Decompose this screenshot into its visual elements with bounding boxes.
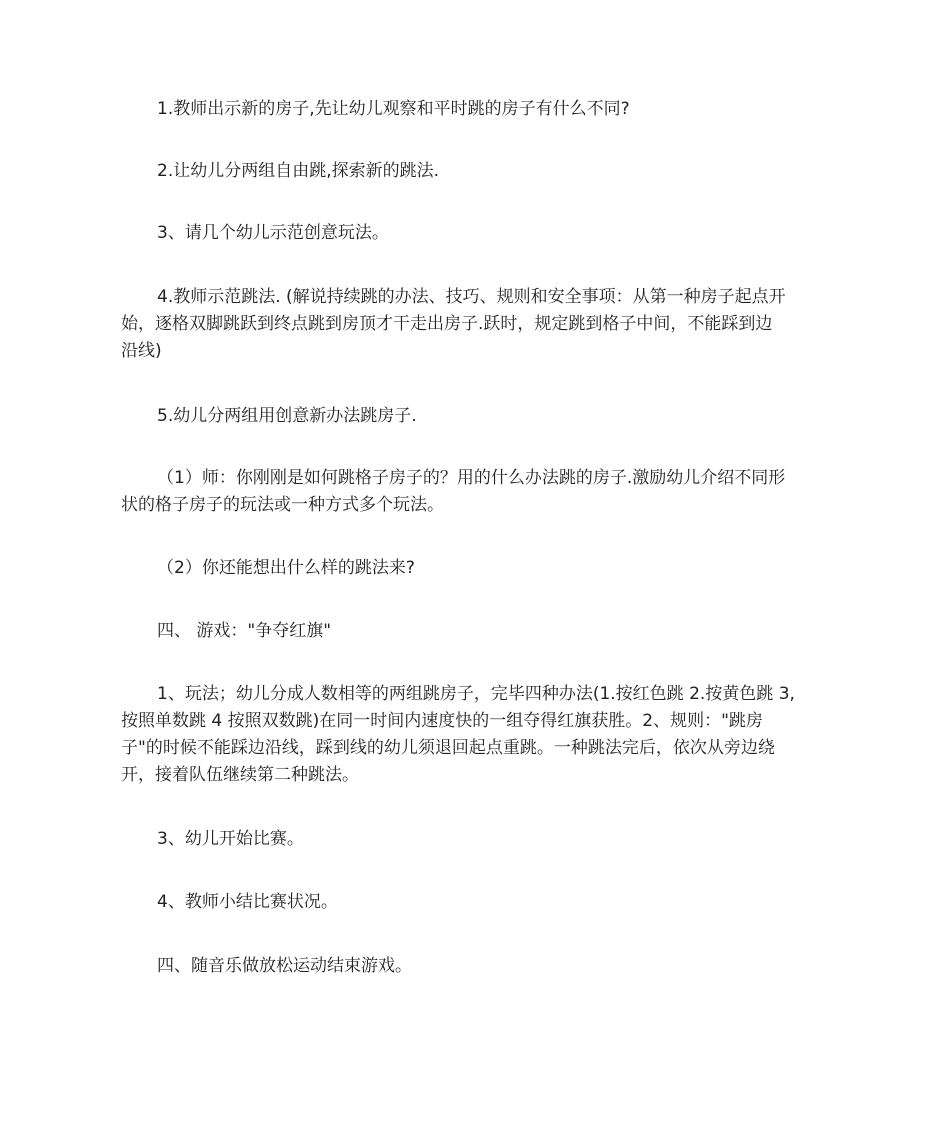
paragraph-line: 开，接着队伍继续第二种跳法。 xyxy=(121,765,359,785)
paragraph-substep-1 xyxy=(121,465,833,519)
paragraph-line: （2）你还能想出什么样的跳法来? xyxy=(157,558,415,578)
paragraph-line: 按照单数跳 4 按照双数跳)在同一时间内速度快的一组夺得红旗获胜。2、规则："跳房 xyxy=(121,711,763,731)
paragraph-summary xyxy=(121,889,833,916)
paragraph-line: 四、 游戏："争夺红旗" xyxy=(157,621,332,641)
paragraph-line: 3、请几个幼儿示范创意玩法。 xyxy=(157,223,389,243)
section-heading-game xyxy=(121,618,833,645)
paragraph-ending xyxy=(121,953,833,980)
paragraph-line: 状的格子房子的玩法或一种方式多个玩法。 xyxy=(121,495,444,515)
paragraph-game-rules xyxy=(121,681,833,789)
paragraph-line: 四、随音乐做放松运动结束游戏。 xyxy=(157,956,412,976)
paragraph-line: 2.让幼儿分两组自由跳,探索新的跳法. xyxy=(157,161,440,181)
paragraph-substep-2 xyxy=(121,555,833,582)
paragraph-step-4 xyxy=(121,284,833,365)
paragraph-line: 1.教师出示新的房子,先让幼儿观察和平时跳的房子有什么不同? xyxy=(157,99,630,119)
paragraph-step-1 xyxy=(121,96,833,123)
paragraph-game-start xyxy=(121,826,833,853)
paragraph-line: 5.幼儿分两组用创意新办法跳房子. xyxy=(157,406,417,426)
paragraph-line: 4、教师小结比赛状况。 xyxy=(157,892,338,912)
paragraph-line: 3、幼儿开始比赛。 xyxy=(157,829,304,849)
paragraph-step-2 xyxy=(121,158,833,185)
paragraph-line: 4.教师示范跳法. (解说持续跳的办法、技巧、规则和安全事项：从第一种房子起点开 xyxy=(157,287,786,307)
paragraph-line: 1、玩法；幼儿分成人数相等的两组跳房子，完毕四种办法(1.按红色跳 2.按黄色跳 3, xyxy=(157,684,795,704)
paragraph-line: 沿线) xyxy=(121,341,162,361)
paragraph-step-3 xyxy=(121,220,833,247)
paragraph-line: 始，逐格双脚跳跃到终点跳到房顶才干走出房子.跃时，规定跳到格子中间，不能踩到边 xyxy=(121,314,773,334)
paragraph-step-5 xyxy=(121,403,833,430)
paragraph-line: 子"的时候不能踩边沿线，踩到线的幼儿须退回起点重跳。一种跳法完后，依次从旁边绕 xyxy=(121,738,775,758)
paragraph-line: （1）师：你刚刚是如何跳格子房子的？用的什么办法跳的房子.激励幼儿介绍不同形 xyxy=(157,468,786,488)
